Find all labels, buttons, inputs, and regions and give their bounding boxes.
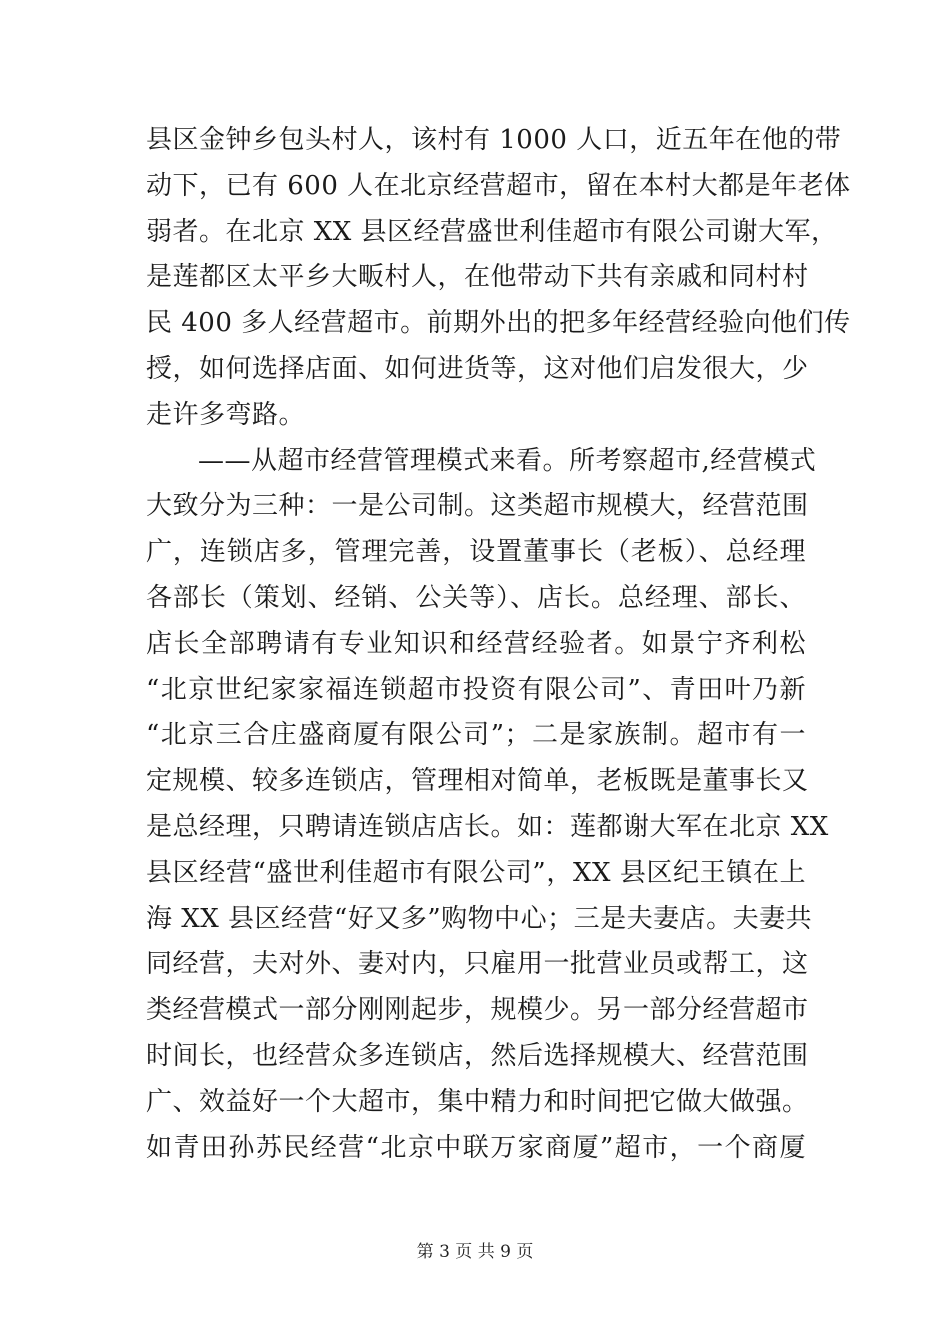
text-line: 同经营，夫对外、妻对内，只雇用一批营业员或帮工，这 [146, 949, 809, 980]
text-line: 县区金钟乡包头村人，该村有 1000 人口，近五年在他的带 [146, 125, 842, 155]
text-line: 民 400 多人经营超市。前期外出的把多年经营经验向他们传 [146, 308, 851, 339]
text-line: “北京三合庄盛商厦有限公司”；二是家族制。超市有一 [146, 720, 806, 751]
text-line: “北京世纪家家福连锁超市投资有限公司”、青田叶乃新 [146, 674, 806, 705]
page-number-footer: 第 3 页 共 9 页 [416, 1242, 534, 1262]
text-line: 海 XX 县区经营“好又多”购物中心；三是夫妻店。夫妻共 [146, 903, 813, 934]
text-line: 授，如何选择店面、如何进货等，这对他们启发很大，少 [146, 353, 809, 384]
text-line: 大致分为三种：一是公司制。这类超市规模大，经营范围 [146, 491, 809, 522]
text-line: 走许多弯路。 [146, 399, 306, 430]
text-line: 是莲都区太平乡大畈村人，在他带动下共有亲戚和同村村 [146, 262, 809, 293]
text-line: 弱者。在北京 XX 县区经营盛世利佳超市有限公司谢大军， [146, 216, 838, 247]
paragraph-2 [146, 439, 829, 1172]
text-line: 县区经营“盛世利佳超市有限公司”，XX 县区纪王镇在上 [146, 857, 806, 888]
text-line: 如青田孙苏民经营“北京中联万家商厦”超市，一个商厦 [146, 1132, 806, 1163]
text-line: 各部长（策划、经销、公关等）、店长。总经理、部长、 [146, 582, 806, 613]
text-line: 定规模、较多连锁店，管理相对简单，老板既是董事长又 [146, 766, 809, 797]
text-line: 是总经理，只聘请连锁店店长。如：莲都谢大军在北京 XX [146, 811, 829, 842]
text-line: 店长全部聘请有专业知识和经营经验者。如景宁齐利松 [146, 628, 806, 659]
paragraph-1 [146, 118, 851, 439]
text-line: 动下，已有 600 人在北京经营超市，留在本村大都是年老体 [146, 170, 851, 201]
document-body [146, 118, 851, 1171]
text-line: 广、效益好一个大超市，集中精力和时间把它做大做强。 [146, 1086, 809, 1117]
text-line: ——从超市经营管理模式来看。所考察超市,经营模式 [198, 445, 817, 476]
text-line: 类经营模式一部分刚刚起步，规模少。另一部分经营超市 [146, 995, 809, 1026]
text-line: 广，连锁店多，管理完善，设置董事长（老板）、总经理 [146, 537, 806, 568]
text-line: 时间长，也经营众多连锁店，然后选择规模大、经营范围 [146, 1040, 809, 1071]
